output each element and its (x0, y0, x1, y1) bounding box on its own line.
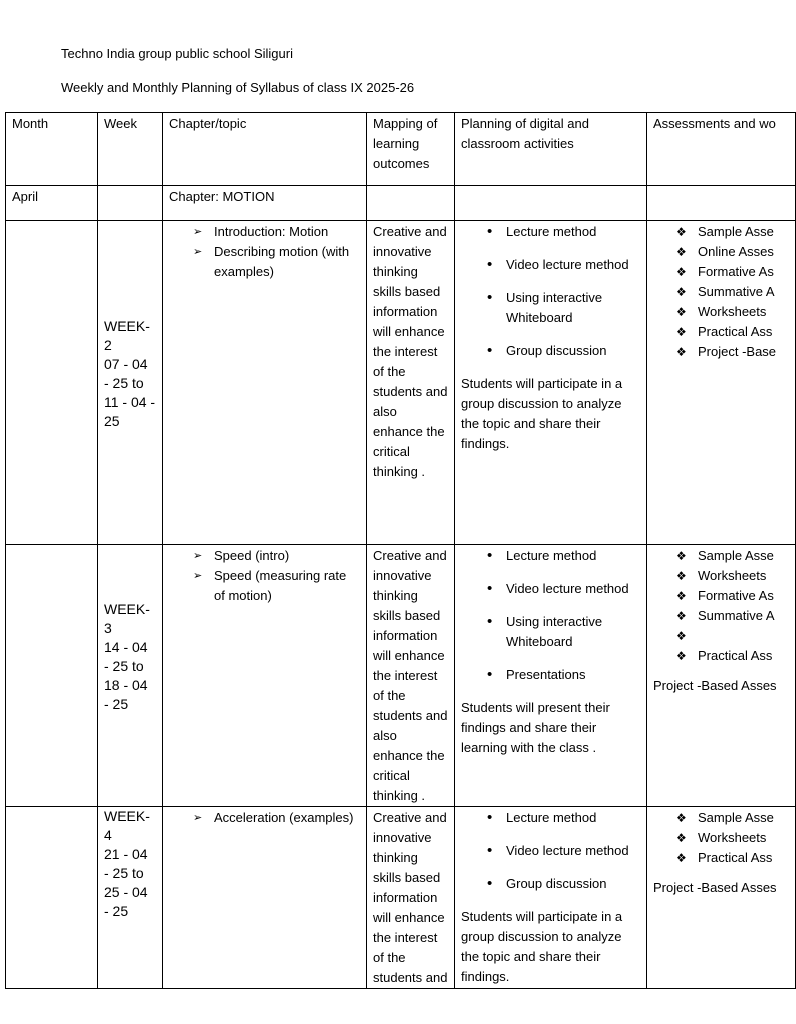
col-header-week: Week (98, 113, 163, 186)
col-header-month: Month (6, 113, 98, 186)
month-cell-empty (6, 545, 98, 807)
activity-item: • Using interactive Whiteboard (487, 288, 640, 328)
assessment-item: ❖ Worksheets (676, 828, 789, 848)
empty-cell (367, 186, 455, 221)
activity-cell (455, 807, 647, 989)
assessment-item: ❖ Practical Ass (676, 322, 789, 342)
col-header-mapping: Mapping of learning outcomes (367, 113, 455, 186)
week-dates: 21 - 04 - 25 to 25 - 04 - 25 (104, 846, 148, 919)
topic-cell (163, 221, 367, 545)
topic-cell (163, 545, 367, 807)
month-cell-empty (6, 221, 98, 545)
outcome-cell: Creative and innovative thinking skills based information will enhance the interest of the students and also enhance the critical thinking . (367, 221, 455, 545)
activity-item: • Lecture method (487, 546, 640, 566)
activity-cell (455, 545, 647, 807)
col-header-assessment: Assessments and wo (647, 113, 796, 186)
month-cell: April (6, 186, 98, 221)
assessment-item: ❖ Sample Asse (676, 546, 789, 566)
month-cell-empty (6, 807, 98, 989)
topic-item: ➢ Acceleration (examples) (193, 808, 360, 828)
table-row (6, 221, 796, 545)
activity-item: • Lecture method (487, 222, 640, 242)
assessment-item: ❖ Practical Ass (676, 646, 789, 666)
outcome-cell: Creative and innovative thinking skills based information will enhance the interest of the students and also enhance the critical thinking . (367, 545, 455, 807)
chapter-cell: Chapter: MOTION (163, 186, 367, 221)
week-label: WEEK-3 (104, 601, 150, 636)
document-title: Weekly and Monthly Planning of Syllabus of class IX 2025-26 (61, 80, 415, 95)
assessment-item: ❖ Sample Asse (676, 808, 789, 828)
empty-cell (647, 186, 796, 221)
activity-item: • Video lecture method (487, 579, 640, 599)
assessment-cell (647, 221, 796, 545)
week-cell-empty (98, 186, 163, 221)
assessment-item: ❖ Online Asses (676, 242, 789, 262)
assessment-note: Project -Based Asses (653, 880, 777, 895)
topic-item: ➢ Introduction: Motion (193, 222, 360, 242)
activity-item: • Presentations (487, 665, 640, 685)
assessment-item: ❖ Formative As (676, 586, 789, 606)
col-header-chapter: Chapter/topic (163, 113, 367, 186)
week-label: WEEK-2 (104, 318, 150, 353)
assessment-item: ❖ Summative A (676, 606, 789, 626)
week-cell (98, 807, 163, 989)
col-header-planning: Planning of digital and classroom activities (455, 113, 647, 186)
activity-note: Students will participate in a group discussion to analyze the topic and share their findings. (461, 376, 623, 451)
assessment-item: ❖ Project -Base (676, 342, 789, 362)
assessment-item: ❖ Worksheets (676, 566, 789, 586)
empty-cell (455, 186, 647, 221)
topic-item: ➢ Speed (intro) (193, 546, 360, 566)
assessment-item (676, 626, 789, 646)
activity-note: Students will present their findings and share their learning with the class . (461, 700, 610, 755)
week-dates: 07 - 04 - 25 to 11 - 04 - 25 (104, 356, 156, 429)
topic-item: ➢ Speed (measuring rate of motion) (193, 566, 360, 606)
assessment-item: ❖ Worksheets (676, 302, 789, 322)
assessment-item: ❖ Sample Asse (676, 222, 789, 242)
activity-item: • Using interactive Whiteboard (487, 612, 640, 652)
week-label: WEEK-4 (104, 808, 150, 843)
week-cell (98, 221, 163, 545)
assessment-item: ❖ Summative A (676, 282, 789, 302)
table-row (6, 807, 796, 989)
assessment-cell (647, 807, 796, 989)
topic-item: ➢ Describing motion (with examples) (193, 242, 360, 282)
assessment-item: ❖ Practical Ass (676, 848, 789, 868)
activity-item: • Lecture method (487, 808, 640, 828)
table-header-row (6, 113, 796, 186)
week-dates: 14 - 04 - 25 to 18 - 04 - 25 (104, 639, 148, 712)
school-name: Techno India group public school Siliguri (61, 46, 293, 61)
activity-item: • Group discussion (487, 874, 640, 894)
chapter-row (6, 186, 796, 221)
activity-cell (455, 221, 647, 545)
activity-item: • Video lecture method (487, 841, 640, 861)
activity-note: Students will participate in a group discussion to analyze the topic and share their findings. (461, 909, 623, 984)
topic-cell (163, 807, 367, 989)
assessment-note: Project -Based Asses (653, 678, 777, 693)
syllabus-table (5, 112, 796, 989)
activity-item: • Group discussion (487, 341, 640, 361)
assessment-cell (647, 545, 796, 807)
outcome-cell: Creative and innovative thinking skills based information will enhance the interest of the students and (367, 807, 455, 989)
assessment-item: ❖ Formative As (676, 262, 789, 282)
activity-item: • Video lecture method (487, 255, 640, 275)
table-row (6, 545, 796, 807)
week-cell (98, 545, 163, 807)
